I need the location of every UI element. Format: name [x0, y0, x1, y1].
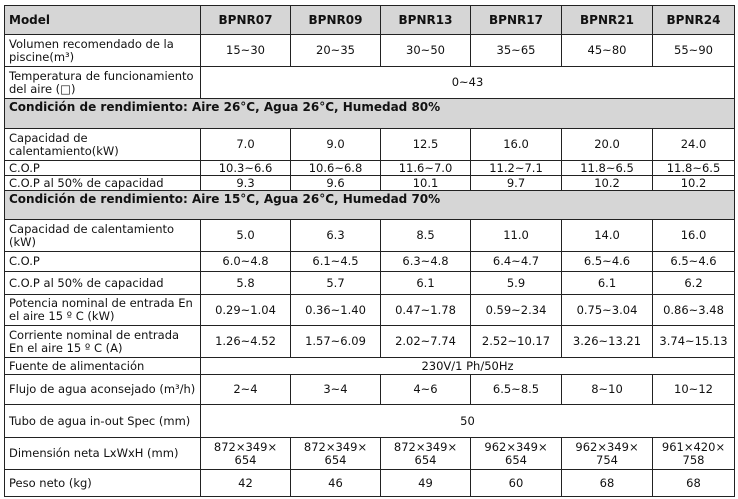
section-title: Condición de rendimiento: Aire 26°C, Agua 26°C, Humedad 80% — [5, 99, 735, 129]
cell-bpnr24: 10.2 — [653, 176, 735, 191]
cell-bpnr09: 46 — [291, 470, 381, 497]
cell-bpnr21: 3.26~13.21 — [562, 326, 653, 358]
row-value: 50 — [201, 405, 735, 438]
row-value: 0~43 — [201, 67, 735, 99]
cell-bpnr07: 9.3 — [201, 176, 291, 191]
row-label: Flujo de agua aconsejado (m³/h) — [5, 375, 201, 405]
cell-bpnr09: 0.36~1.40 — [291, 295, 381, 326]
cell-bpnr24: 6.2 — [653, 272, 735, 295]
header-bpnr07: BPNR07 — [201, 6, 291, 35]
table-row — [5, 176, 735, 191]
spec-table — [4, 5, 735, 497]
cell-bpnr24: 55~90 — [653, 35, 735, 67]
table-row — [5, 220, 735, 252]
cell-bpnr13: 11.6~7.0 — [381, 161, 471, 176]
cell-bpnr17: 6.5~8.5 — [471, 375, 562, 405]
table-row — [5, 129, 735, 161]
cell-bpnr13: 10.1 — [381, 176, 471, 191]
cell-bpnr21: 8~10 — [562, 375, 653, 405]
cell-bpnr07: 6.0~4.8 — [201, 252, 291, 272]
cell-bpnr17: 0.59~2.34 — [471, 295, 562, 326]
header-row — [5, 6, 735, 35]
header-model: Model — [5, 6, 201, 35]
row-label: C.O.P — [5, 252, 201, 272]
row-label: Capacidad de calentamiento (kW) — [5, 220, 201, 252]
row-label: Corriente nominal de entrada En el aire 15 º C (A) — [5, 326, 201, 358]
cell-bpnr17: 5.9 — [471, 272, 562, 295]
cell-bpnr09: 6.1~4.5 — [291, 252, 381, 272]
section-row — [5, 99, 735, 129]
cell-bpnr09: 20~35 — [291, 35, 381, 67]
cell-bpnr24: 961×420× 758 — [653, 438, 735, 470]
cell-bpnr24: 16.0 — [653, 220, 735, 252]
cell-bpnr24: 0.86~3.48 — [653, 295, 735, 326]
cell-bpnr13: 8.5 — [381, 220, 471, 252]
cell-bpnr17: 9.7 — [471, 176, 562, 191]
header-bpnr21: BPNR21 — [562, 6, 653, 35]
table-row — [5, 252, 735, 272]
cell-bpnr13: 12.5 — [381, 129, 471, 161]
cell-bpnr07: 5.8 — [201, 272, 291, 295]
cell-bpnr13: 4~6 — [381, 375, 471, 405]
cell-bpnr07: 2~4 — [201, 375, 291, 405]
row-value: 230V/1 Ph/50Hz — [201, 358, 735, 375]
cell-bpnr21: 962×349× 754 — [562, 438, 653, 470]
cell-bpnr17: 962×349× 654 — [471, 438, 562, 470]
cell-bpnr07: 42 — [201, 470, 291, 497]
section-title: Condición de rendimiento: Aire 15°C, Agua 26°C, Humedad 70% — [5, 191, 735, 220]
cell-bpnr09: 9.0 — [291, 129, 381, 161]
cell-bpnr09: 6.3 — [291, 220, 381, 252]
cell-bpnr09: 5.7 — [291, 272, 381, 295]
cell-bpnr24: 6.5~4.6 — [653, 252, 735, 272]
cell-bpnr13: 49 — [381, 470, 471, 497]
cell-bpnr07: 5.0 — [201, 220, 291, 252]
cell-bpnr07: 15~30 — [201, 35, 291, 67]
cell-bpnr17: 6.4~4.7 — [471, 252, 562, 272]
table-row — [5, 405, 735, 438]
cell-bpnr07: 10.3~6.6 — [201, 161, 291, 176]
cell-bpnr09: 872×349× 654 — [291, 438, 381, 470]
cell-bpnr07: 872×349× 654 — [201, 438, 291, 470]
cell-bpnr09: 1.57~6.09 — [291, 326, 381, 358]
row-label: Dimensión neta LxWxH (mm) — [5, 438, 201, 470]
row-label: Tubo de agua in-out Spec (mm) — [5, 405, 201, 438]
table-row — [5, 358, 735, 375]
header-bpnr13: BPNR13 — [381, 6, 471, 35]
cell-bpnr21: 11.8~6.5 — [562, 161, 653, 176]
row-label: Temperatura de funcionamiento del aire (□) — [5, 67, 201, 99]
cell-bpnr21: 6.5~4.6 — [562, 252, 653, 272]
row-label: Peso neto (kg) — [5, 470, 201, 497]
cell-bpnr21: 0.75~3.04 — [562, 295, 653, 326]
cell-bpnr17: 16.0 — [471, 129, 562, 161]
cell-bpnr07: 1.26~4.52 — [201, 326, 291, 358]
cell-bpnr09: 9.6 — [291, 176, 381, 191]
row-label: Volumen recomendado de la piscine(m³) — [5, 35, 201, 67]
header-bpnr24: BPNR24 — [653, 6, 735, 35]
cell-bpnr21: 6.1 — [562, 272, 653, 295]
cell-bpnr21: 10.2 — [562, 176, 653, 191]
table-row — [5, 295, 735, 326]
cell-bpnr24: 3.74~15.13 — [653, 326, 735, 358]
cell-bpnr17: 60 — [471, 470, 562, 497]
cell-bpnr13: 872×349× 654 — [381, 438, 471, 470]
table-row — [5, 161, 735, 176]
table-row — [5, 438, 735, 470]
table-row — [5, 67, 735, 99]
cell-bpnr21: 20.0 — [562, 129, 653, 161]
cell-bpnr13: 2.02~7.74 — [381, 326, 471, 358]
cell-bpnr13: 6.3~4.8 — [381, 252, 471, 272]
cell-bpnr24: 10~12 — [653, 375, 735, 405]
cell-bpnr17: 35~65 — [471, 35, 562, 67]
cell-bpnr24: 11.8~6.5 — [653, 161, 735, 176]
row-label: Capacidad de calentamiento(kW) — [5, 129, 201, 161]
cell-bpnr21: 45~80 — [562, 35, 653, 67]
table-row — [5, 272, 735, 295]
header-bpnr17: BPNR17 — [471, 6, 562, 35]
cell-bpnr17: 2.52~10.17 — [471, 326, 562, 358]
table-row — [5, 35, 735, 67]
cell-bpnr21: 68 — [562, 470, 653, 497]
row-label: Potencia nominal de entrada En el aire 15 º C (kW) — [5, 295, 201, 326]
cell-bpnr07: 0.29~1.04 — [201, 295, 291, 326]
cell-bpnr17: 11.2~7.1 — [471, 161, 562, 176]
header-bpnr09: BPNR09 — [291, 6, 381, 35]
cell-bpnr13: 0.47~1.78 — [381, 295, 471, 326]
row-label: C.O.P — [5, 161, 201, 176]
cell-bpnr21: 14.0 — [562, 220, 653, 252]
cell-bpnr17: 11.0 — [471, 220, 562, 252]
cell-bpnr09: 3~4 — [291, 375, 381, 405]
section-row — [5, 191, 735, 220]
table-row — [5, 375, 735, 405]
cell-bpnr13: 6.1 — [381, 272, 471, 295]
row-label: C.O.P al 50% de capacidad — [5, 176, 201, 191]
cell-bpnr24: 24.0 — [653, 129, 735, 161]
cell-bpnr09: 10.6~6.8 — [291, 161, 381, 176]
row-label: C.O.P al 50% de capacidad — [5, 272, 201, 295]
row-label: Fuente de alimentación — [5, 358, 201, 375]
table-row — [5, 470, 735, 497]
cell-bpnr07: 7.0 — [201, 129, 291, 161]
cell-bpnr24: 68 — [653, 470, 735, 497]
cell-bpnr13: 30~50 — [381, 35, 471, 67]
table-row — [5, 326, 735, 358]
